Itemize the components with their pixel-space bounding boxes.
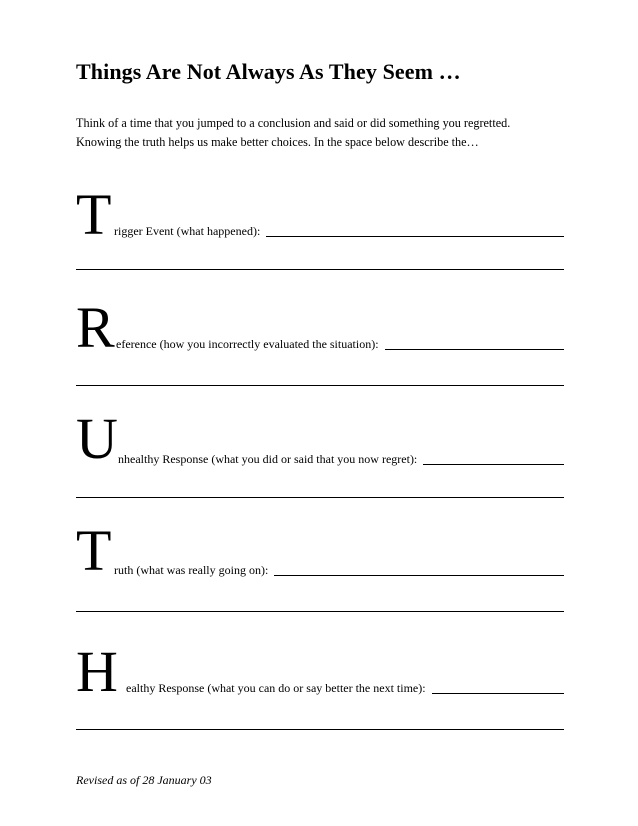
answer-line-unhealthy[interactable] [76, 497, 564, 498]
section-prompt-row-reference [116, 337, 564, 352]
section-letter-unhealthy: U [76, 406, 118, 471]
section-prompt-row-healthy [126, 681, 564, 696]
section-prompt-reference: eference (how you incorrectly evaluated the situation): [116, 337, 379, 351]
answer-blank-unhealthy[interactable] [423, 453, 564, 465]
answer-line-reference[interactable] [76, 385, 564, 386]
intro-paragraph [76, 114, 566, 152]
answer-blank-healthy[interactable] [432, 682, 564, 694]
section-prompt-truth: ruth (what was really going on): [114, 563, 269, 577]
section-prompt-row-unhealthy [118, 452, 564, 467]
section-letter-truth: T [76, 518, 112, 583]
section-prompt-trigger: rigger Event (what happened): [114, 224, 261, 238]
intro-line-2: Knowing the truth helps us make better choices. In the space below describe the… [76, 135, 479, 149]
answer-line-healthy[interactable] [76, 729, 564, 730]
revision-footer: Revised as of 28 January 03 [76, 773, 212, 787]
answer-line-trigger[interactable] [76, 269, 564, 270]
answer-blank-truth[interactable] [274, 564, 564, 576]
section-prompt-row-truth [114, 563, 564, 578]
section-letter-trigger: T [76, 182, 112, 247]
page-title: Things Are Not Always As They Seem … [76, 59, 461, 84]
answer-blank-reference[interactable] [385, 338, 564, 350]
section-prompt-row-trigger [114, 224, 564, 239]
section-letter-healthy: H [76, 639, 118, 704]
intro-line-1: Think of a time that you jumped to a conclusion and said or did something you regretted. [76, 116, 511, 130]
section-prompt-unhealthy: nhealthy Response (what you did or said that you now regret): [118, 452, 418, 466]
section-letter-reference: R [76, 295, 115, 360]
section-prompt-healthy: ealthy Response (what you can do or say better the next time): [126, 681, 426, 695]
answer-blank-trigger[interactable] [266, 225, 564, 237]
answer-line-truth[interactable] [76, 611, 564, 612]
